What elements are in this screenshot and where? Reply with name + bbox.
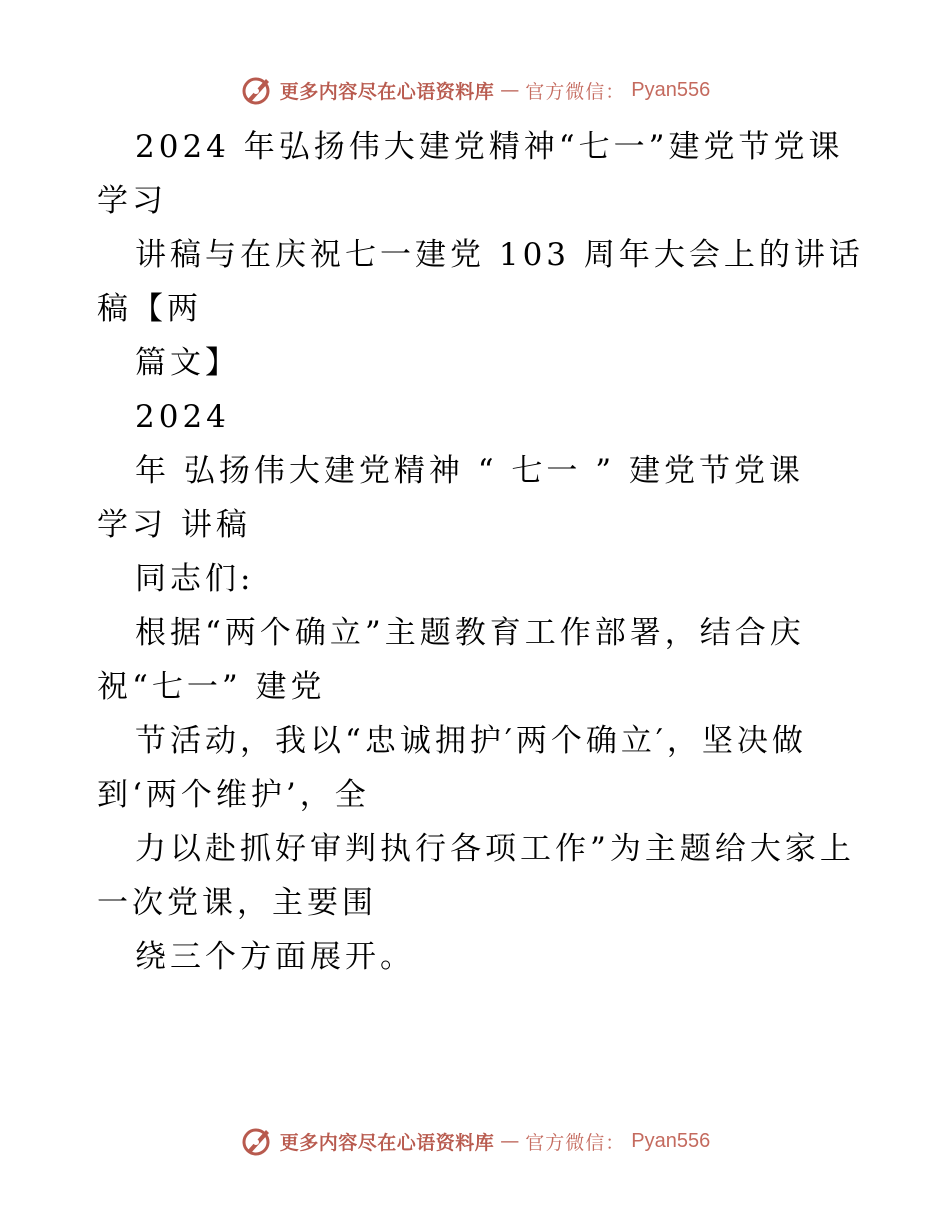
quill-logo-icon [240,1124,274,1158]
subtitle-line-1: 2024 [135,399,230,435]
title-line-4: 稿【两 [97,291,202,327]
title-line-5: 篇文】 [135,345,240,381]
body-line-2: 祝“七一” 建党 [97,669,326,705]
watermark-wechat-id: Pyan556 [631,1129,711,1152]
body-line-5: 力以赴抓好审判执行各项工作”为主题给大家上 [135,831,855,867]
watermark-site-text: 更多内容尽在心语资料库 [279,80,495,103]
watermark-site-text: 更多内容尽在心语资料库 [279,1131,495,1154]
body-line-6: 一次党课，主要围 [97,885,377,921]
watermark-dash: — [500,79,520,101]
watermark-wechat-label: 官方微信： [525,80,626,103]
footer-watermark [0,1124,950,1158]
title-line-2: 学习 [97,183,167,219]
header-watermark [0,73,950,107]
subtitle-line-2: 年 弘扬伟大建党精神 “ 七一 ” 建党节党课 [135,453,804,489]
quill-logo-icon [240,73,274,107]
title-line-1: 2024 年弘扬伟大建党精神“七一”建党节党课 [135,129,844,165]
subtitle-line-3: 学习 讲稿 [97,507,251,543]
body-line-7: 绕三个方面展开。 [135,939,415,975]
title-line-3: 讲稿与在庆祝七一建党 103 周年大会上的讲话 [135,237,864,273]
watermark-wechat-id: Pyan556 [631,78,711,101]
body-line-4: 到‘两个维护’，全 [97,777,370,813]
body-line-3: 节活动，我以“忠诚拥护′两个确立′，坚决做 [135,723,807,759]
document-body [97,125,864,989]
watermark-wechat-label: 官方微信： [525,1131,626,1154]
body-line-1: 根据“两个确立”主题教育工作部署，结合庆 [135,615,805,651]
salutation: 同志们: [135,561,255,597]
watermark-dash: — [500,1130,520,1152]
